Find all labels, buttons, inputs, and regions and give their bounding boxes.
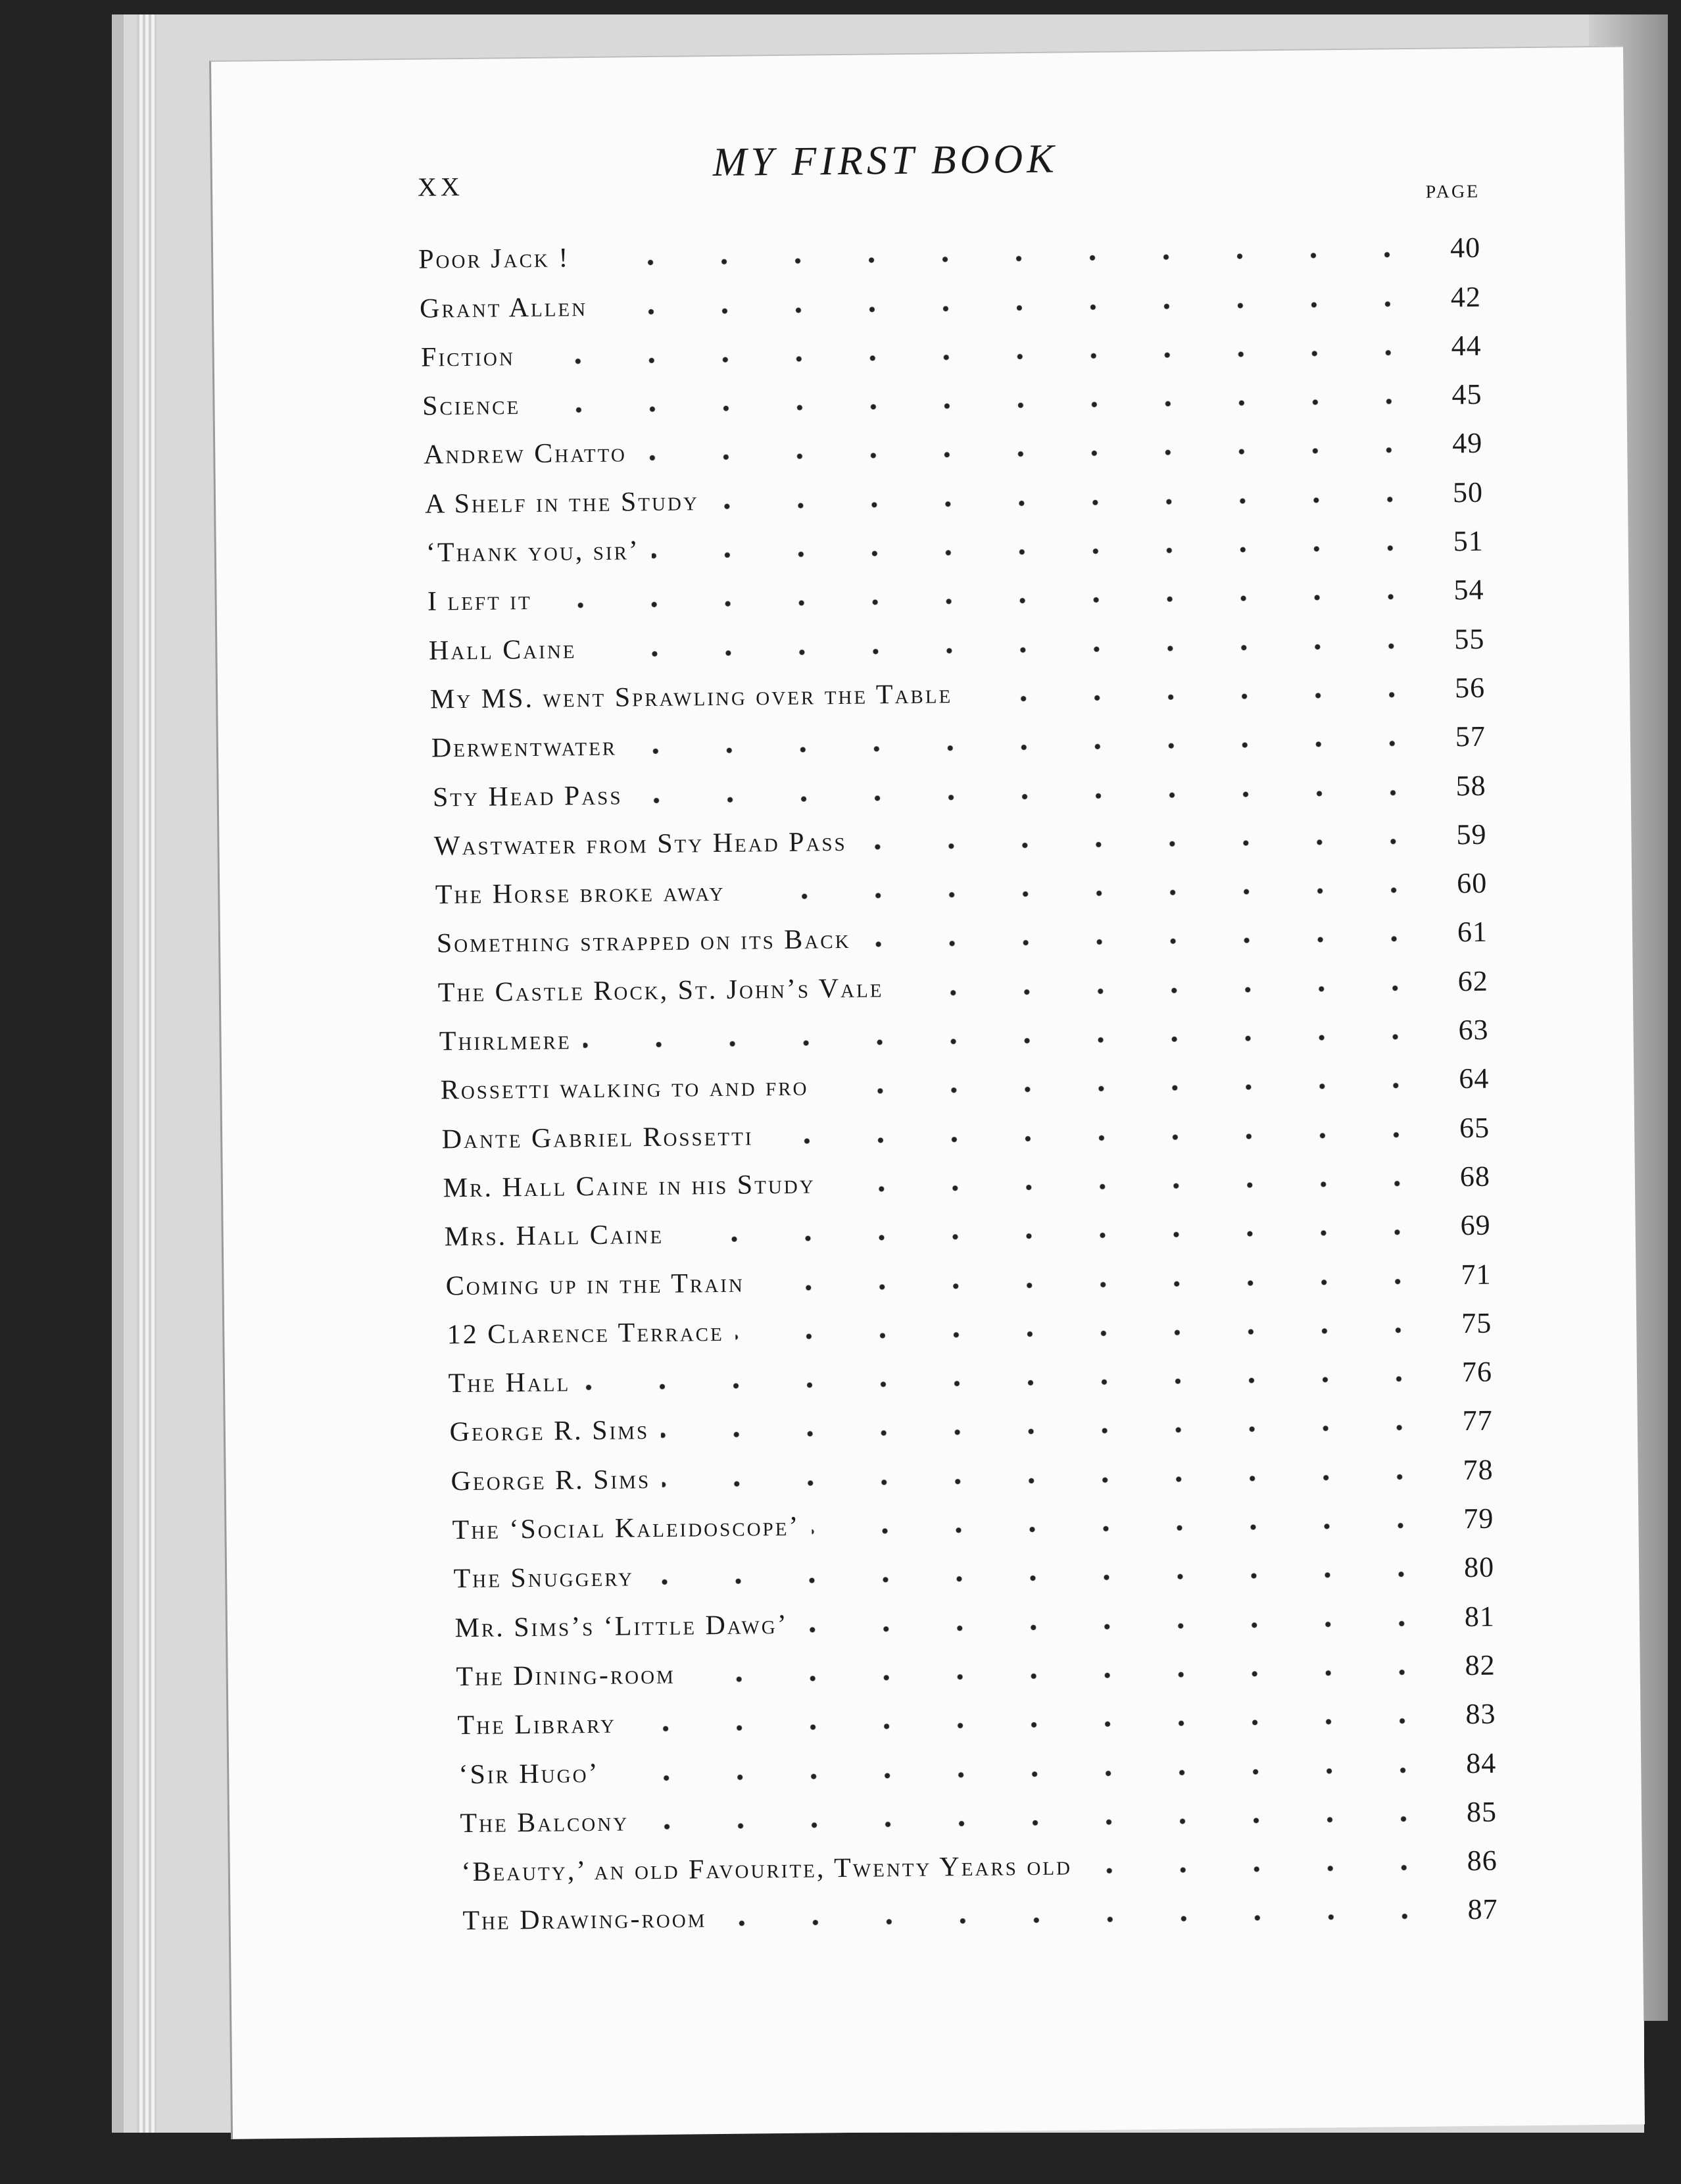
- entry-page-number: 81: [1464, 1600, 1496, 1633]
- book-page: [209, 45, 1645, 2139]
- entry-page-number: 68: [1459, 1160, 1491, 1193]
- dot-leader: [812, 1522, 1437, 1536]
- entry-page-number: 64: [1459, 1062, 1490, 1095]
- dot-leader: [629, 739, 1429, 756]
- entry-page-number: 56: [1454, 671, 1486, 705]
- entry-title: The Castle Rock, St. John’s Vale: [437, 973, 884, 1008]
- entry-title: Rossetti walking to and fro: [440, 1071, 809, 1106]
- entry-title: The Dining-room: [456, 1659, 676, 1693]
- dot-leader: [588, 641, 1428, 658]
- dot-leader: [737, 886, 1430, 901]
- entry-page-number: 59: [1456, 818, 1487, 851]
- entry-title: George R. Sims: [451, 1464, 651, 1497]
- entry-page-number: 87: [1467, 1893, 1498, 1926]
- entry-title: ‘Beauty,’ an old Favourite, Twenty Years old: [461, 1850, 1073, 1888]
- dot-leader: [1084, 1864, 1441, 1875]
- entry-title: Mr. Sims’s ‘Little Dawg’: [454, 1609, 789, 1643]
- entry-page-number: 78: [1463, 1453, 1494, 1486]
- entry-page-number: 79: [1463, 1502, 1494, 1535]
- entry-title: A Shelf in the Study: [424, 486, 700, 520]
- entry-title: Something strapped on its Back: [436, 924, 851, 959]
- dot-leader: [675, 1228, 1434, 1244]
- dot-leader: [859, 837, 1430, 851]
- dot-leader: [599, 299, 1425, 316]
- entry-page-number: 50: [1452, 476, 1484, 509]
- running-title: MY FIRST BOOK: [712, 136, 1058, 185]
- entry-title: The Hall: [448, 1367, 571, 1399]
- page-folio: XX: [417, 171, 464, 202]
- entry-page-number: 49: [1451, 427, 1483, 460]
- dot-leader: [895, 983, 1431, 997]
- illustrations-list: [418, 216, 1498, 1937]
- dot-leader: [582, 1375, 1436, 1392]
- entry-page-number: 65: [1459, 1111, 1490, 1144]
- entry-page-number: 76: [1461, 1355, 1493, 1389]
- entry-page-number: 58: [1455, 769, 1486, 802]
- entry-title: ‘Sir Hugo’: [458, 1758, 600, 1790]
- entry-page-number: 69: [1460, 1208, 1491, 1242]
- entry-title: I left it: [427, 585, 532, 617]
- entry-title: Thirlmere: [439, 1025, 572, 1057]
- dot-leader: [687, 1668, 1439, 1683]
- entry-title: The Library: [457, 1708, 617, 1741]
- dot-leader: [544, 593, 1428, 610]
- entry-page-number: 61: [1457, 916, 1488, 949]
- entry-page-number: 83: [1465, 1697, 1496, 1731]
- entry-title: 12 Clarence Terrace: [447, 1316, 724, 1351]
- entry-page-number: 85: [1466, 1795, 1498, 1828]
- entry-title: The Horse broke away: [435, 877, 725, 910]
- entry-page-number: 75: [1461, 1306, 1492, 1339]
- entry-page-number: 54: [1453, 574, 1484, 607]
- entry-page-number: 45: [1451, 378, 1482, 411]
- entry-title: Coming up in the Train: [445, 1268, 745, 1301]
- entry-title: The Snuggery: [453, 1562, 635, 1595]
- entry-title: George R. Sims: [449, 1415, 650, 1448]
- dot-leader: [718, 1912, 1441, 1928]
- entry-title: The ‘Social Kaleidoscope’: [452, 1511, 800, 1546]
- dot-leader: [800, 1619, 1438, 1633]
- entry-title: Sty Head Pass: [432, 780, 623, 813]
- entry-page-number: 44: [1451, 329, 1482, 362]
- entry-page-number: 51: [1453, 524, 1484, 558]
- dot-leader: [612, 1766, 1440, 1782]
- entry-title: Derwentwater: [431, 731, 618, 764]
- dot-leader: [646, 1570, 1438, 1587]
- entry-title: The Drawing-room: [462, 1903, 707, 1937]
- entry-page-number: 84: [1465, 1747, 1497, 1779]
- entry-title: Andrew Chatto: [423, 437, 627, 471]
- dot-leader: [765, 1130, 1433, 1145]
- entry-title: Mrs. Hall Caine: [444, 1220, 664, 1253]
- entry-title: Dante Gabriel Rossetti: [441, 1121, 754, 1155]
- dot-leader: [964, 691, 1428, 703]
- entry-page-number: 77: [1462, 1404, 1494, 1437]
- dot-leader: [652, 544, 1427, 560]
- entry-title: Wastwater from Sty Head Pass: [433, 826, 847, 862]
- dot-leader: [661, 1424, 1436, 1439]
- dot-leader: [583, 1033, 1432, 1050]
- dot-leader: [628, 1717, 1440, 1733]
- entry-title: Science: [422, 390, 521, 422]
- dot-leader: [581, 251, 1424, 267]
- entry-page-number: 55: [1454, 622, 1485, 655]
- dot-leader: [820, 1081, 1432, 1096]
- dot-leader: [532, 397, 1425, 414]
- entry-title: Hall Caine: [428, 633, 577, 666]
- dot-leader: [639, 446, 1426, 462]
- entry-page-number: 40: [1450, 232, 1481, 264]
- entry-page-number: 57: [1455, 720, 1486, 753]
- entry-title: Grant Allen: [419, 291, 588, 324]
- dot-leader: [634, 788, 1429, 805]
- dot-leader: [736, 1326, 1436, 1341]
- entry-page-number: 42: [1450, 280, 1482, 313]
- entry-page-number: 86: [1467, 1844, 1498, 1877]
- entry-title: Mr. Hall Caine in his Study: [443, 1169, 816, 1204]
- entry-page-number: 62: [1457, 964, 1489, 997]
- dot-leader: [662, 1472, 1437, 1488]
- entry-title: Poor Jack !: [418, 243, 570, 275]
- dot-leader: [863, 935, 1432, 949]
- dot-leader: [641, 1814, 1440, 1831]
- entry-title: My MS. went Sprawling over the Table: [429, 679, 953, 715]
- dot-leader: [711, 495, 1426, 510]
- dot-leader: [756, 1277, 1435, 1292]
- entry-page-number: 80: [1463, 1551, 1495, 1584]
- entry-title: The Balcony: [460, 1806, 629, 1839]
- entry-title: Fiction: [420, 341, 515, 373]
- dot-leader: [527, 349, 1425, 366]
- dot-leader: [827, 1179, 1434, 1194]
- entry-title: ‘Thank you, sir’: [426, 535, 641, 568]
- entry-page-number: 63: [1458, 1013, 1489, 1047]
- entry-page-number: 71: [1461, 1258, 1492, 1291]
- entry-page-number: 82: [1465, 1649, 1496, 1682]
- page-column-label: PAGE: [1425, 181, 1480, 203]
- entry-page-number: 60: [1456, 866, 1488, 900]
